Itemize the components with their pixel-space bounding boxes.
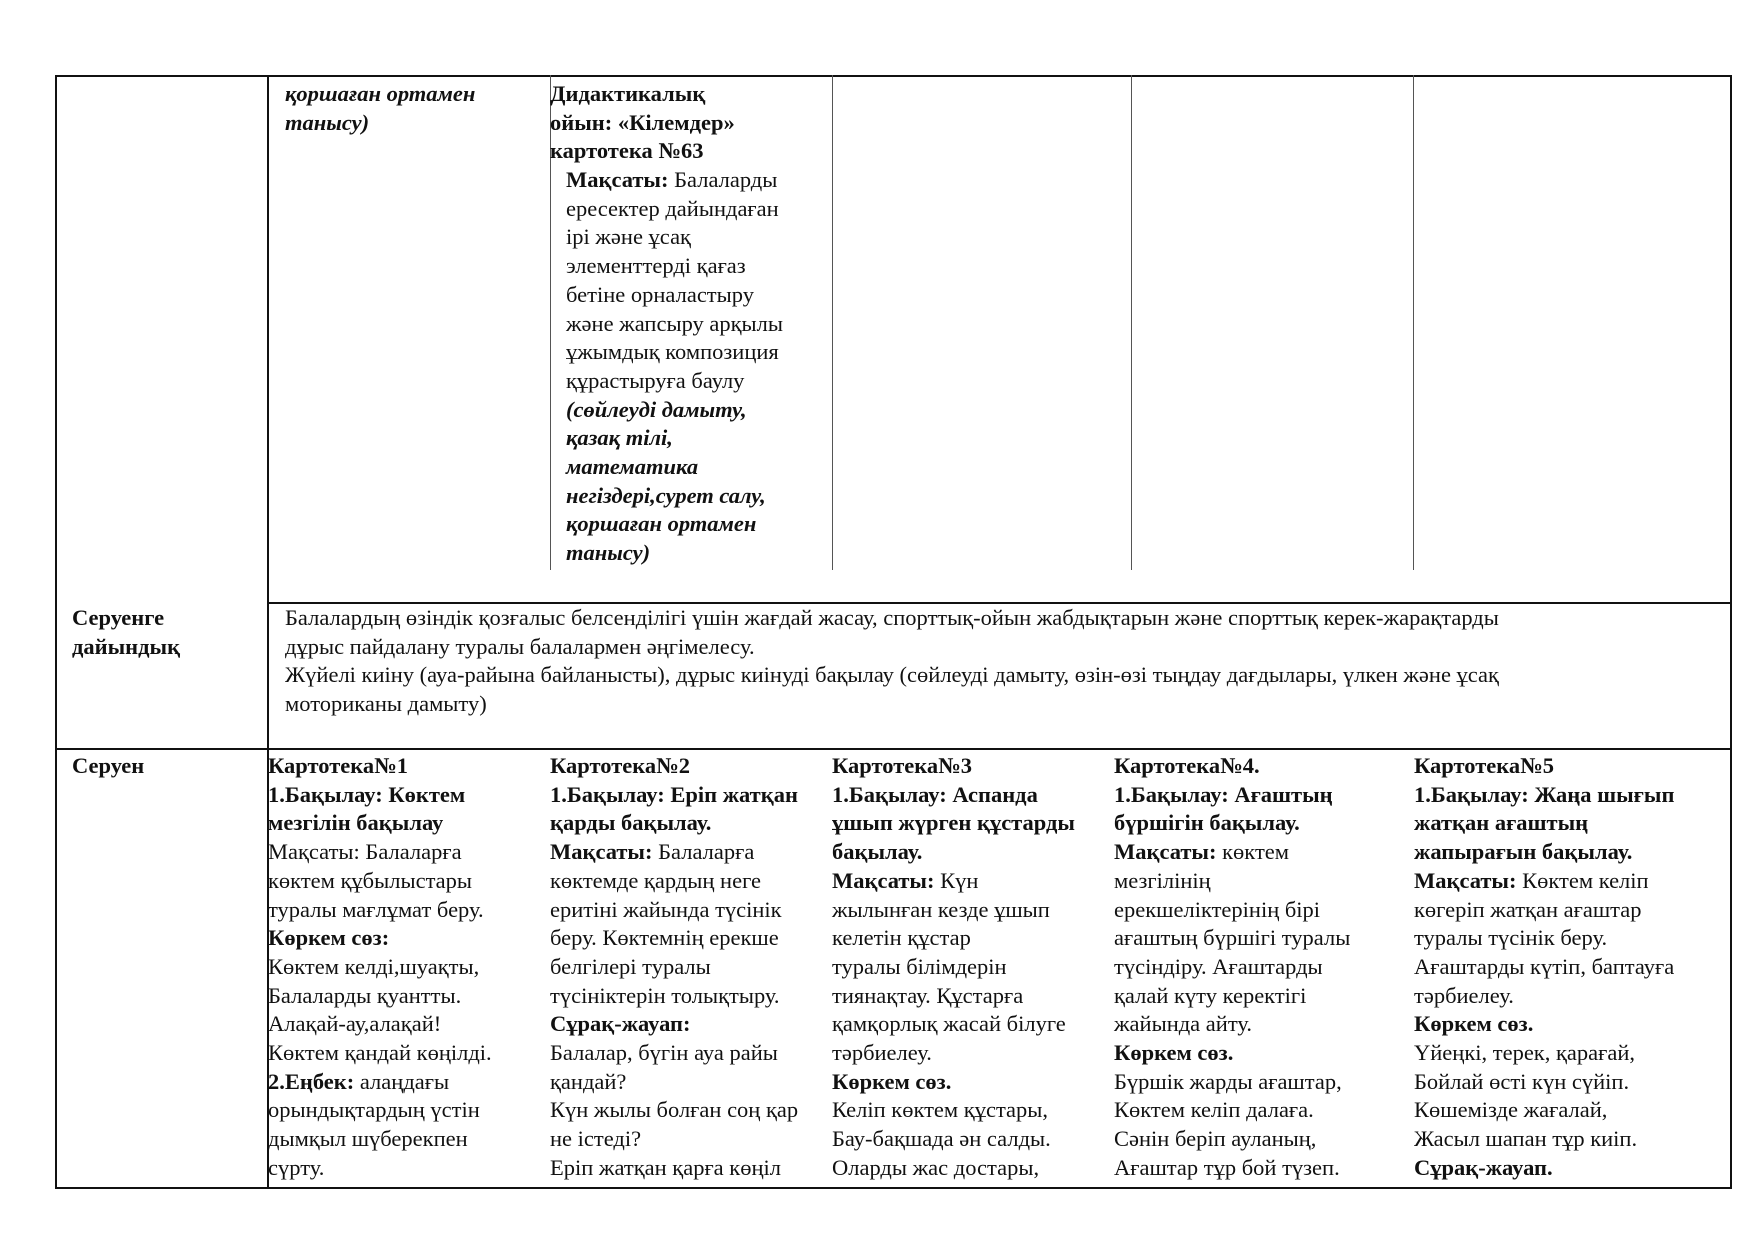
text-line: не істеді? — [550, 1126, 642, 1152]
text-line: танысу) — [566, 540, 651, 566]
text-line: келетін құстар — [832, 925, 971, 951]
text-line: белгілері туралы — [550, 953, 711, 979]
goal-first-line — [566, 166, 783, 195]
text-line: мезгілін бақылау — [268, 810, 444, 836]
text-line: бақылау. — [832, 839, 923, 865]
text-line: Жүйелі киіну (ауа-райына байланысты), дұрыс киінуді бақылау (сөйлеуді дамыту, өзін-өзі тыңдау дағдылары, үлкен және ұсақ — [285, 662, 1499, 688]
text-line: туралы мағлұмат беру. — [268, 896, 484, 922]
row3-col4 — [1114, 752, 1350, 1183]
row3-col5 — [1414, 752, 1674, 1183]
text-line: Бүршік жарды ағаштар, — [1114, 1068, 1342, 1094]
qa-label: Сұрақ-жауап: — [550, 1011, 691, 1037]
table-border-left — [55, 75, 57, 1189]
row1-col3-goal — [566, 166, 783, 568]
row3-label — [72, 752, 144, 781]
text-line: көктемде қардың неге — [550, 867, 761, 893]
text-line: қазақ тілі, — [566, 425, 673, 451]
text-line: құрастыруға баулу — [566, 367, 745, 393]
row1-col2-text — [285, 80, 475, 137]
text-line: мезгілінің — [1114, 867, 1211, 893]
goal-text: Балаларға — [658, 839, 755, 865]
text-line: 1.Бақылау: Еріп жатқан — [550, 781, 798, 807]
text-line: Дидактикалық — [550, 81, 706, 106]
goal-text: Балаларды — [674, 167, 778, 192]
text-line: (сөйлеуді дамыту, — [566, 396, 747, 422]
text-line: Көшемізде жағалай, — [1414, 1097, 1608, 1123]
goal-label: Мақсаты: — [1414, 867, 1517, 893]
card-title: Картотека№3 — [832, 753, 972, 778]
text-line: 1.Бақылау: Ағаштың — [1114, 781, 1333, 807]
table-border-top — [55, 75, 1732, 77]
goal-label: Мақсаты: — [832, 867, 935, 893]
text-line: Мақсаты: Балаларға — [268, 839, 462, 865]
text-line: Ағаштарды күтіп, баптауға — [1414, 953, 1675, 979]
row1-col-divider-2 — [832, 75, 833, 570]
row2-text — [285, 604, 1499, 719]
text-line: ойын: «Кілемдер» — [550, 109, 735, 135]
goal-first-line — [832, 867, 1075, 896]
text-line: Күн жылы болған соң қар — [550, 1097, 799, 1123]
text-line: және жапсыру арқылы — [566, 310, 784, 336]
text-line: Серуенге — [72, 605, 165, 630]
row3-col2 — [550, 752, 798, 1183]
text-line: түсіндіру. Ағаштарды — [1114, 953, 1323, 979]
text-line: қамқорлық жасай білуге — [832, 1011, 1066, 1037]
text-line: негіздері,сурет салу, — [566, 482, 766, 508]
text-line: тиянақтау. Құстарға — [832, 982, 1024, 1008]
text-line: ірі және ұсақ — [566, 224, 691, 250]
row2-label — [72, 604, 180, 661]
goal-label: Мақсаты: — [550, 839, 653, 865]
card-title: Картотека№5 — [1414, 753, 1554, 778]
text-line: Жасыл шапан тұр киіп. — [1414, 1126, 1638, 1152]
text-line: ересектер дайындаған — [566, 195, 779, 221]
card-title: Картотека№4. — [1114, 753, 1260, 778]
text-line: туралы түсінік беру. — [1414, 925, 1608, 951]
row-divider-2 — [55, 748, 1732, 750]
text-line: 1.Бақылау: Көктем — [268, 781, 466, 807]
text-line: картотека №63 — [550, 138, 704, 164]
goal-text: Күн — [940, 867, 979, 893]
text-line: Еріп жатқан қарға көңіл — [550, 1154, 781, 1180]
text-line: қоршаған ортамен — [285, 81, 476, 106]
table-border-right — [1730, 75, 1732, 1189]
text-line: қалай күту керектігі — [1114, 982, 1307, 1008]
text-line: ұшып жүрген құстарды — [832, 810, 1075, 836]
text-line: Бау-бақшада ән салды. — [832, 1126, 1051, 1152]
text-line: дайындық — [72, 633, 181, 659]
table-border-bottom — [55, 1187, 1732, 1189]
text-line: жапырағын бақылау. — [1414, 839, 1633, 865]
text-line: тәрбиелеу. — [832, 1040, 932, 1066]
text-line: жайында айту. — [1114, 1011, 1252, 1037]
row1-col-divider-4 — [1413, 75, 1414, 570]
text-line: математика — [566, 454, 699, 480]
goal-first-line — [550, 838, 798, 867]
text-line: Балалардың өзіндік қозғалыс белсенділігі үшін жағдай жасау, спорттық-ойын жабдықтарын және спорттық керек-жарақтарды — [285, 605, 1499, 630]
text-line: ұжымдық композиция — [566, 339, 779, 365]
text-line: Сәнін беріп ауланың, — [1114, 1126, 1317, 1152]
text-line: қарды бақылау. — [550, 810, 712, 836]
text-line: еритіні жайында түсінік — [550, 896, 782, 922]
text-line: беру. Көктемнің ерекше — [550, 925, 779, 951]
text-line: Үйеңкі, терек, қарағай, — [1414, 1040, 1636, 1066]
text-line: орындықтардың үстін — [268, 1097, 480, 1123]
row1-col-divider-3 — [1131, 75, 1132, 570]
text-line: көктем құбылыстары — [268, 867, 473, 893]
goal-first-line — [1114, 838, 1350, 867]
text-line: моториканы дамыту) — [285, 691, 487, 717]
text-line: Оларды жас достары, — [832, 1154, 1040, 1180]
text-line: Бойлай өсті күн сүйіп. — [1414, 1068, 1630, 1094]
poem-label: Көркем сөз. — [1414, 1011, 1534, 1037]
goal-first-line — [1414, 867, 1674, 896]
text-line: бетіне орналастыру — [566, 281, 754, 307]
text-line: туралы білімдерін — [832, 953, 1007, 979]
work-label: 2.Еңбек: — [268, 1068, 355, 1094]
work-text: алаңдағы — [359, 1068, 450, 1094]
text-line: Көктем қандай көңілді. — [268, 1040, 492, 1066]
text-line: ағаштың бүршігі туралы — [1114, 925, 1351, 951]
card-title: Картотека№2 — [550, 753, 690, 778]
text-line: жатқан ағаштың — [1414, 810, 1589, 836]
text-line: көгеріп жатқан ағаштар — [1414, 896, 1642, 922]
text-line: 1.Бақылау: Аспанда — [832, 781, 1038, 807]
text-line: ерекшеліктерінің бірі — [1114, 896, 1321, 922]
text-line: дұрыс пайдалану туралы балалармен әңгімелесу. — [285, 633, 755, 659]
text-line: 1.Бақылау: Жаңа шығып — [1414, 781, 1675, 807]
row1-col3-title — [550, 80, 735, 166]
row3-col3 — [832, 752, 1075, 1183]
text-line: Көктем келді,шуақты, — [268, 953, 480, 979]
text-line: сүрту. — [268, 1154, 325, 1180]
text-line: танысу) — [285, 109, 370, 135]
text-line: Серуен — [72, 753, 145, 778]
poem-label: Көркем сөз: — [268, 925, 390, 951]
qa-label: Сұрақ-жауап. — [1414, 1154, 1553, 1180]
text-line: Балалар, бүгін ауа райы — [550, 1040, 778, 1066]
poem-label: Көркем сөз. — [1114, 1040, 1234, 1066]
text-line: Келіп көктем құстары, — [832, 1097, 1049, 1123]
text-line: жылынған кезде ұшып — [832, 896, 1050, 922]
text-line: Көктем келіп далаға. — [1114, 1097, 1314, 1123]
row3-col1 — [268, 752, 492, 1183]
text-line: қандай? — [550, 1068, 627, 1094]
text-line: элементтерді қағаз — [566, 253, 746, 279]
text-line: Алақай-ау,алақай! — [268, 1011, 442, 1037]
text-line: Балаларды қуантты. — [268, 982, 462, 1008]
work-first-line — [268, 1068, 492, 1097]
goal-label: Мақсаты: — [566, 167, 669, 192]
text-line: Ағаштар тұр бой түзеп. — [1114, 1154, 1340, 1180]
goal-text: көктем — [1222, 839, 1289, 865]
goal-text: Көктем келіп — [1522, 867, 1649, 893]
text-line: бүршігін бақылау. — [1114, 810, 1300, 836]
card-title: Картотека№1 — [268, 753, 408, 778]
text-line: түсініктерін толықтыру. — [550, 982, 780, 1008]
text-line: дымқыл шүберекпен — [268, 1126, 468, 1152]
goal-label: Мақсаты: — [1114, 839, 1217, 865]
text-line: тәрбиелеу. — [1414, 982, 1514, 1008]
text-line: қоршаған ортамен — [566, 511, 757, 537]
poem-label: Көркем сөз. — [832, 1068, 952, 1094]
